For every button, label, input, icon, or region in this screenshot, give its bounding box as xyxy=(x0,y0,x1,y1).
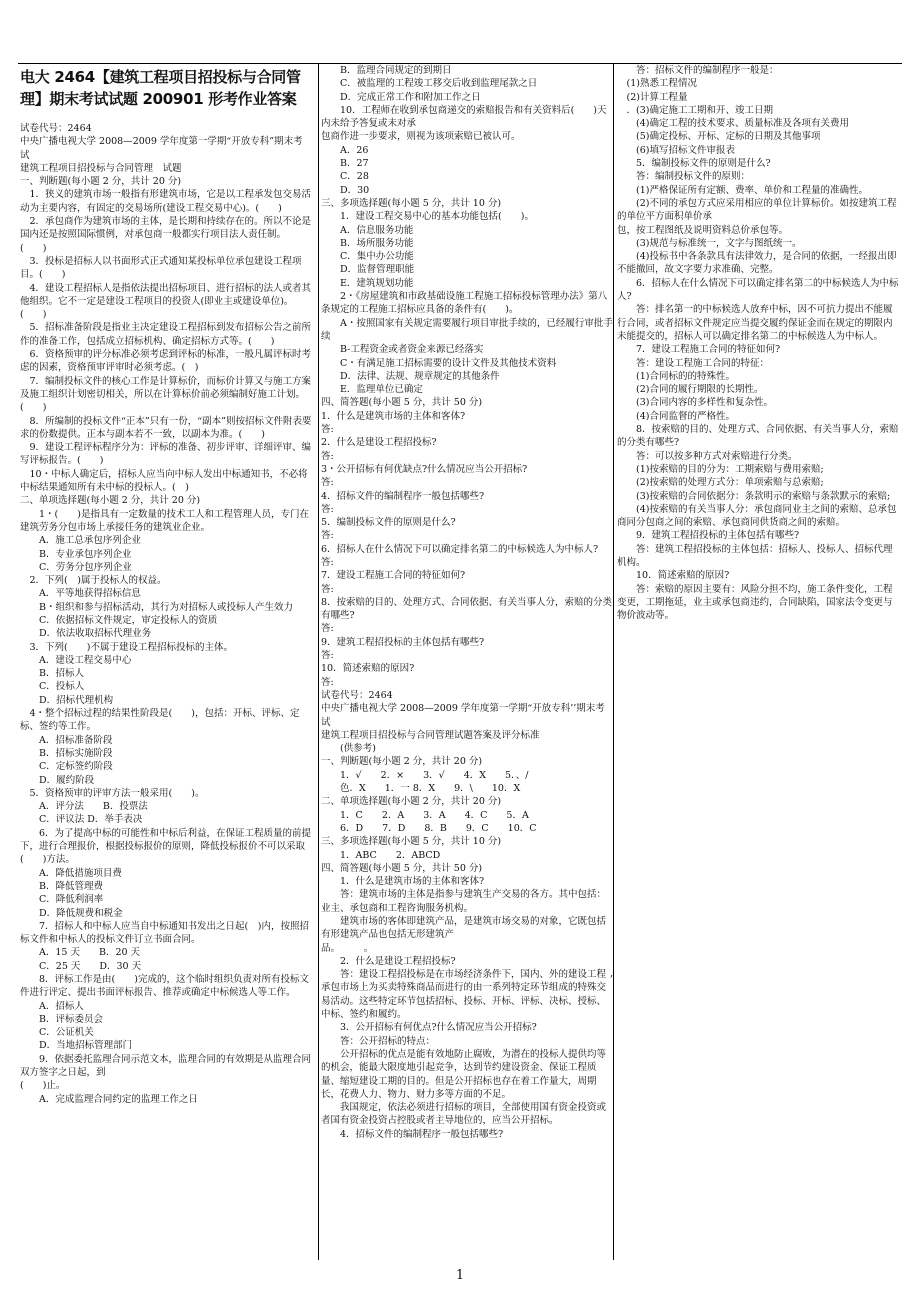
text-line: C・有满足施工招标需要的设计文件及其他技术资料 xyxy=(321,357,557,369)
text-line: 8．按索赔的目的、处理方式、合同依据、有关当事人分，索赔的分类有哪些? xyxy=(321,596,613,622)
text-line: 6．招标人在什么情况下可以确定排名第二的中标候选人为中标人? xyxy=(321,543,599,555)
text-line: A．15 天 B．20 天 xyxy=(20,947,141,959)
text-line: A．信息服务功能 xyxy=(321,224,414,236)
text-line: 四、简答题(每小题 5 分，共计 50 分) xyxy=(321,397,483,409)
text-line: 答：索赔的原因主要有：风险分担不均，施工条件变化，工程变更，工期拖延，业主或承包商违约，合同缺陷，国家法令变更与物价波动等。 xyxy=(617,583,893,622)
text-line: 三、多项选择题(每小题 5 分，共计 10 分) xyxy=(321,197,502,209)
text-line: B．降低管理费 xyxy=(20,880,103,892)
text-line: B．监理合同规定的到期日 xyxy=(321,65,452,76)
text-line: 5．招标准备阶段是指业主决定建设工程招标到发布招标公告之前所作的准备工作，包括成立招标机构、确定招标方式等。( ) xyxy=(20,322,312,347)
text-line: 1．C 2．A 3．A 4．C 5．A xyxy=(321,809,529,821)
text-line: (3)规范与标准统一，文字与图纸统一。 xyxy=(617,237,802,249)
text-line: 1．狭义的建筑市场一般指有形建筑市场，它是以工程承发包交易活动为主要内容，有固定的交易场所(建设工程交易中心)。( ) xyxy=(20,189,312,214)
text-line: D．完成正常工作和附加工作之日 xyxy=(321,91,481,103)
text-line: (3)合同内容的多样性和复杂性。 xyxy=(617,397,773,409)
text-line: C．评议法 D．举手表决 xyxy=(20,814,143,826)
stray-mark: , xyxy=(610,968,614,979)
text-line: C．被监理的工程竣工移交后收到监理尾款之日 xyxy=(321,78,538,90)
text-line: C．定标签约阶段 xyxy=(20,761,113,773)
text-line: 1．ABC 2．ABCD xyxy=(321,849,441,861)
text-line: C．降低利润率 xyxy=(20,894,104,906)
text-line: 6．资格预审的评分标准必须考虑到评标的标准，一般凡属评标时考虑的因素，资格预审评审时必须考虑。( ) xyxy=(20,349,312,374)
text-line: 答：建设工程招投标是在市场经济条件下，国内、外的建设工程承包市场上为买卖特殊商品而进行的由一系列特定环节组成的特殊交易活动。这些特定环节包括招标、投标、开标、评标、决标、授标、中标、签约和履约。 xyxy=(321,969,607,1021)
text-line: 答：公开招标的特点： xyxy=(321,1035,436,1047)
text-line: B・组织和参与招标活动，其行为对招标人或投标人产生效力 xyxy=(20,601,293,613)
text-line: 2．什么是建设工程招投标? xyxy=(321,437,437,449)
text-line: 5．编制投标文件的原则是什么? xyxy=(617,158,771,170)
text-line: 建筑工程项目招投标与合同管理 试题 xyxy=(20,162,182,174)
text-line: (2)按索赔的处理方式分：单项索赔与总索赔; xyxy=(617,477,824,489)
column-middle-body xyxy=(321,64,613,1141)
text-line: D．降低规费和税金 xyxy=(20,907,123,919)
text-line: A．评分法 B．投票法 xyxy=(20,801,148,813)
text-line: 一、判断题(每小题 2 分，共计 20 分) xyxy=(321,756,483,768)
text-line: 1・( )是指具有一定数量的技术工人和工程管理人员，专门在建筑劳务分包市场上承接任务的建筑业企业。 xyxy=(20,508,309,533)
text-line: 5．编制投标文件的原则是什么? xyxy=(321,517,456,529)
text-line: 答: xyxy=(321,623,334,635)
text-line: E．建筑规划功能 xyxy=(321,277,414,289)
text-line: 答：招标文件的编制程序一般是： xyxy=(617,65,779,76)
text-line: D．法律、法规、规章规定的其他条件 xyxy=(321,370,500,382)
text-line: B．27 xyxy=(321,158,369,170)
text-line: (4)合同监督的严格性。 xyxy=(617,410,735,422)
text-line: 二、单项选择题(每小题 2 分，共计 20 分) xyxy=(321,796,502,808)
text-line: 3．下列( )不属于建设工程招标投标的主体。 xyxy=(20,641,233,653)
text-line: 色．X 1．一 8．X 9．\ 10．X xyxy=(321,783,521,795)
text-line: 7．编制投标文件的核心工作是计算标价，而标价计算又与施工方案及施工组织计划密切相关，所以在计算标价前必须编制好施工计划。( ) xyxy=(20,375,312,414)
text-line: ．(3)确定施工工期和开、竣工日期 xyxy=(617,104,773,116)
text-line: A．完成监理合同约定的监理工作之日 xyxy=(20,1093,198,1105)
column-left-body xyxy=(20,122,312,1106)
text-line: A・按照国家有关规定需要履行项目审批手续的，已经履行审批手续 xyxy=(321,317,613,342)
text-line: D．履约阶段 xyxy=(20,774,95,786)
text-line: 答: xyxy=(321,556,334,568)
text-line: 我国规定，依法必须进行招标的项目，全部使用国有资金投资或者国有资金投资占控股或者主导地位的，应当公开招标。 xyxy=(321,1102,607,1127)
text-line: 2・《房屋建筑和市政基础设施工程施工招标投标管理办法》第八条规定的工程施工招标应具备的条件有( )。 xyxy=(321,291,608,316)
text-line: (4)投标书中各条款具有法律效力，是合同的依据，一经报出即不能撤回，故文字要力求准确、完整。 xyxy=(617,251,897,276)
text-line: 一、判断题(每小题 2 分，共计 20 分) xyxy=(20,176,182,188)
text-line: 3．公开招标有何优点?什么情况应当公开招标? xyxy=(321,1022,537,1034)
text-line: (5)确定投标、开标、定标的日期及其他事项 xyxy=(617,131,821,143)
text-line: 三、多项选择题(每小题 5 分，共计 10 分) xyxy=(321,836,502,848)
text-line: 1．√ 2．× 3．√ 4．X 5．、/ xyxy=(321,769,529,781)
text-line: 四、简答题(每小题 5 分，共计 50 分) xyxy=(321,862,483,874)
text-line: 9．建设工程评标程序分为：评标的准备、初步评审、详细评审、编写评标报告。( ) xyxy=(20,442,312,467)
text-line: 8．按索赔的目的、处理方式、合同依据、有关当事人分，索赔的分类有哪些? xyxy=(617,424,899,449)
text-line: 10．工程师在收到承包商递交的索赔报告和有关资料后( )天内未给予答复或未对承 xyxy=(321,104,607,130)
text-line: 答: xyxy=(321,424,334,436)
text-line: A．平等地获得招标信息 xyxy=(20,588,141,600)
text-line: C．公证机关 xyxy=(20,1027,94,1039)
text-line: 答：建筑市场的主体是指参与建筑生产交易的各方。其中包括：业主、承包商和工程咨询服务机构。 xyxy=(321,889,607,914)
text-line: 6．D 7．D 8．B 9．C 10．C xyxy=(321,822,537,834)
text-line: 9．建筑工程招投标的主体包括有哪些? xyxy=(617,530,800,542)
column-right xyxy=(617,64,901,1260)
text-line: 答：建设工程施工合同的特征： xyxy=(617,357,770,369)
text-line: 9．依据委托监理合同示范文本，监理合同的有效期是从监理合同双方签字之日起，到 xyxy=(20,1053,312,1079)
text-line: (1)严格保证所有定额、费率、单价和工程量的准确性。 xyxy=(617,184,868,196)
text-line: D．监督管理职能 xyxy=(321,264,415,276)
text-line: 中央广播电视大学 2008—2009 学年度第一学期“开放专科”期末考试 xyxy=(20,136,303,161)
text-line: ( )止。 xyxy=(20,1080,66,1092)
text-line: 答: xyxy=(321,676,334,688)
text-line: 1．什么是建筑市场的主体和客体? xyxy=(321,876,485,888)
text-line: (2)不同的承包方式应采用相应的单位计算标价。如按建筑工程的单位平方面积单价承 xyxy=(617,197,897,223)
text-line: C．投标人 xyxy=(20,681,85,693)
text-line: 品。 。 xyxy=(321,942,374,954)
text-line: B．专业承包序列企业 xyxy=(20,548,132,560)
text-line: 6．招标人在什么情况下可以确定排名第二的中标候选人为中标人? xyxy=(617,277,899,303)
text-line: B．评标委员会 xyxy=(20,1013,103,1025)
text-line: B．场所服务功能 xyxy=(321,237,414,249)
text-line: A．招标准备阶段 xyxy=(20,734,113,746)
text-line: D．依法收取招标代理业务 xyxy=(20,628,152,640)
text-line: 答: xyxy=(321,503,334,515)
text-line: 8．所编制的投标文件“正本”只有一份，“副本”则按招标文件附表要求的份数提供。正本与副本若不一致，以副本为准。( ) xyxy=(20,415,312,440)
column-right-body xyxy=(617,64,901,622)
text-line: 7．建设工程施工合同的特征如何? xyxy=(617,344,781,356)
page-title: 电大 2464【建筑工程项目招投标与合同管理】期末考试试题 200901 形考作业答案 xyxy=(20,68,301,108)
text-line: 2．承包商作为建筑市场的主体，是长期和持续存在的。所以不论是国内还是按照国际惯例，对承包商一般都实行项目法人责任制。( ) xyxy=(20,216,312,254)
text-line: 建筑工程项目招投标与合同管理试题答案及评分标准 xyxy=(321,729,540,741)
text-line: 10．简述索赔的原因? xyxy=(617,570,730,582)
text-line: 9．建筑工程招投标的主体包括有哪些? xyxy=(321,636,485,648)
text-line: 3．投标是招标人以书面形式正式通知某投标单位承包建设工程项目。( ) xyxy=(20,255,302,281)
text-line: 包，按工程图纸及说明资料总价承包等。 xyxy=(617,224,789,236)
text-line: 4．招标文件的编制程序一般包括哪些? xyxy=(321,490,485,502)
text-line: A．26 xyxy=(321,144,369,156)
text-line: B-工程资金或者资金来源已经落实 xyxy=(321,344,484,356)
text-line: 4・整个招标过程的结果性阶段是( )，包括：开标、评标、定标、签约等工作。 xyxy=(20,708,300,733)
text-line: 7．招标人和中标人应当自中标通知书发出之日起( )内，按照招标文件和中标人的投标文件订立书面合同。 xyxy=(20,920,309,946)
text-line: 中央广播电视大学 2008—2009 学年度第一学期“开放专科’’期末考试 xyxy=(321,703,605,728)
text-line: (6)填写招标文件审报表 xyxy=(617,144,735,156)
text-line: 答: xyxy=(321,450,334,462)
text-line: C．25 天 D．30 天 xyxy=(20,960,142,972)
text-line: D．30 xyxy=(321,184,370,196)
text-line: (供参考) xyxy=(321,743,376,755)
text-line: C．劳务分包序列企业 xyxy=(20,561,132,573)
text-line: 答：排名第一的中标候选人放弃中标，因不可抗力提出不能履行合同，或者招标文件规定应当提交履约保证金而在规定的期限内未能提交的，招标人可以确定排名第二的中标候选人为中标人。 xyxy=(617,304,893,342)
text-line: (4)确定工程的技术要求、质量标准及各项有关费用 xyxy=(617,118,849,130)
text-line: 8．评标工作是由( )完成的，这个临时组织负责对所有投标文件进行评定、提出书面评标报告、推荐或确定中标候选人等工作。 xyxy=(20,974,309,999)
text-line: 1．建设工程交易中心的基本功能包括( )。 xyxy=(321,211,534,223)
text-line: (1)按索赔的目的分为：工期索赔与费用索赔; xyxy=(617,463,824,475)
text-line: 答：可以按多种方式对索赔进行分类。 xyxy=(617,450,798,462)
column-middle xyxy=(318,64,614,1260)
text-line: A．施工总承包序列企业 xyxy=(20,535,141,547)
column-left xyxy=(20,64,312,1260)
text-line: B．招标实施阶段 xyxy=(20,747,113,759)
text-line: 试卷代号：2464 xyxy=(20,123,92,134)
text-line: A．降低措施项目费 xyxy=(20,867,122,879)
text-line: 答: xyxy=(321,583,334,595)
text-line: (1)合同标的的特殊性。 xyxy=(617,370,735,382)
text-line: 答: xyxy=(321,477,334,489)
text-line: A．建设工程交易中心 xyxy=(20,654,132,666)
text-line: (3)按索赔的合同依据分：条款明示的索赔与条款默示的索赔; xyxy=(617,490,891,502)
text-line: 公开招标的优点是能有效地防止腐败，为潜在的投标人提供均等的机会，能最大限度地引起竞争，达到节约建设资金、保证工程质量、缩短建设工期的目的。但是公开招标也存在着工作量大，周期长，花费人力、物力、财力多等方面的不足。 xyxy=(321,1048,607,1100)
text-line: 答: xyxy=(321,530,334,542)
text-line: 5．资格预审的评审方法一般采用( )。 xyxy=(20,787,205,799)
text-line: 包商作进一步要求，则视为该项索赔已被认可。 xyxy=(321,131,521,143)
text-line: 1．什么是建筑市场的主体和客体? xyxy=(321,410,466,422)
text-line: 4．建设工程招标人是指依法提出招标项目、进行招标的法人或者其他组织。它不一定是建设工程项目的投资人(即业主或建设单位)。( ) xyxy=(20,282,312,321)
text-line: 7．建设工程施工合同的特征如何? xyxy=(321,570,466,582)
text-line: A．招标人 xyxy=(20,1000,84,1012)
text-line: D．当地招标管理部门 xyxy=(20,1040,133,1052)
text-line: (2)合同的履行期限的长期性。 xyxy=(617,384,764,396)
text-line: (2)计算工程量 xyxy=(617,91,688,103)
text-line: E．监理单位已确定 xyxy=(321,384,423,396)
text-line: 3・公开招标有何优缺点?什么情况应当公开招标? xyxy=(321,463,528,475)
page-number: 1 xyxy=(455,1268,465,1283)
text-line: 答：建筑工程招投标的主体包括：招标人、投标人、招标代理机构。 xyxy=(617,543,893,568)
text-line: 答: xyxy=(321,650,334,662)
text-line: D．招标代理机构 xyxy=(20,694,114,706)
text-line: 2．下列( )属于投标人的权益。 xyxy=(20,575,167,587)
text-line: (1)熟悉工程情况 xyxy=(617,78,697,90)
text-line: 二、单项选择题(每小题 2 分，共计 20 分) xyxy=(20,495,201,507)
text-line: C．28 xyxy=(321,171,369,183)
text-line: C．依据招标文件规定，审定投标人的资质 xyxy=(20,614,218,626)
text-line: (4)按索赔的有关当事人分：承包商同业主之间的索赔、总承包商同分包商之间的索赔、承包商同供货商之间的索赔。 xyxy=(617,503,897,529)
text-line: 答：编制投标文件的原则： xyxy=(617,171,751,183)
text-line: C．集中办公功能 xyxy=(321,251,414,263)
text-line: 建筑市场的客体即建筑产品，是建筑市场交易的对象，它既包括有形建筑产品也包括无形建筑产 xyxy=(321,916,607,941)
text-line: 10・中标人确定后，招标人应当向中标人发出中标通知书，不必将中标结果通知所有未中标的投标人。( ) xyxy=(20,468,308,494)
text-line: 6．为了提高中标的可能性和中标后利益，在保证工程质量的前提下，进行合理报价，根据投标报价的原则，降低投标报价不可以采取( )方法。 xyxy=(20,827,312,866)
text-line: 2．什么是建设工程招投标? xyxy=(321,955,456,967)
text-line: 4．招标文件的编制程序一般包括哪些? xyxy=(321,1128,504,1140)
text-line: 试卷代号：2464 xyxy=(321,689,393,701)
text-line: 10．简述索赔的原因? xyxy=(321,663,415,675)
text-line: B．招标人 xyxy=(20,668,84,680)
